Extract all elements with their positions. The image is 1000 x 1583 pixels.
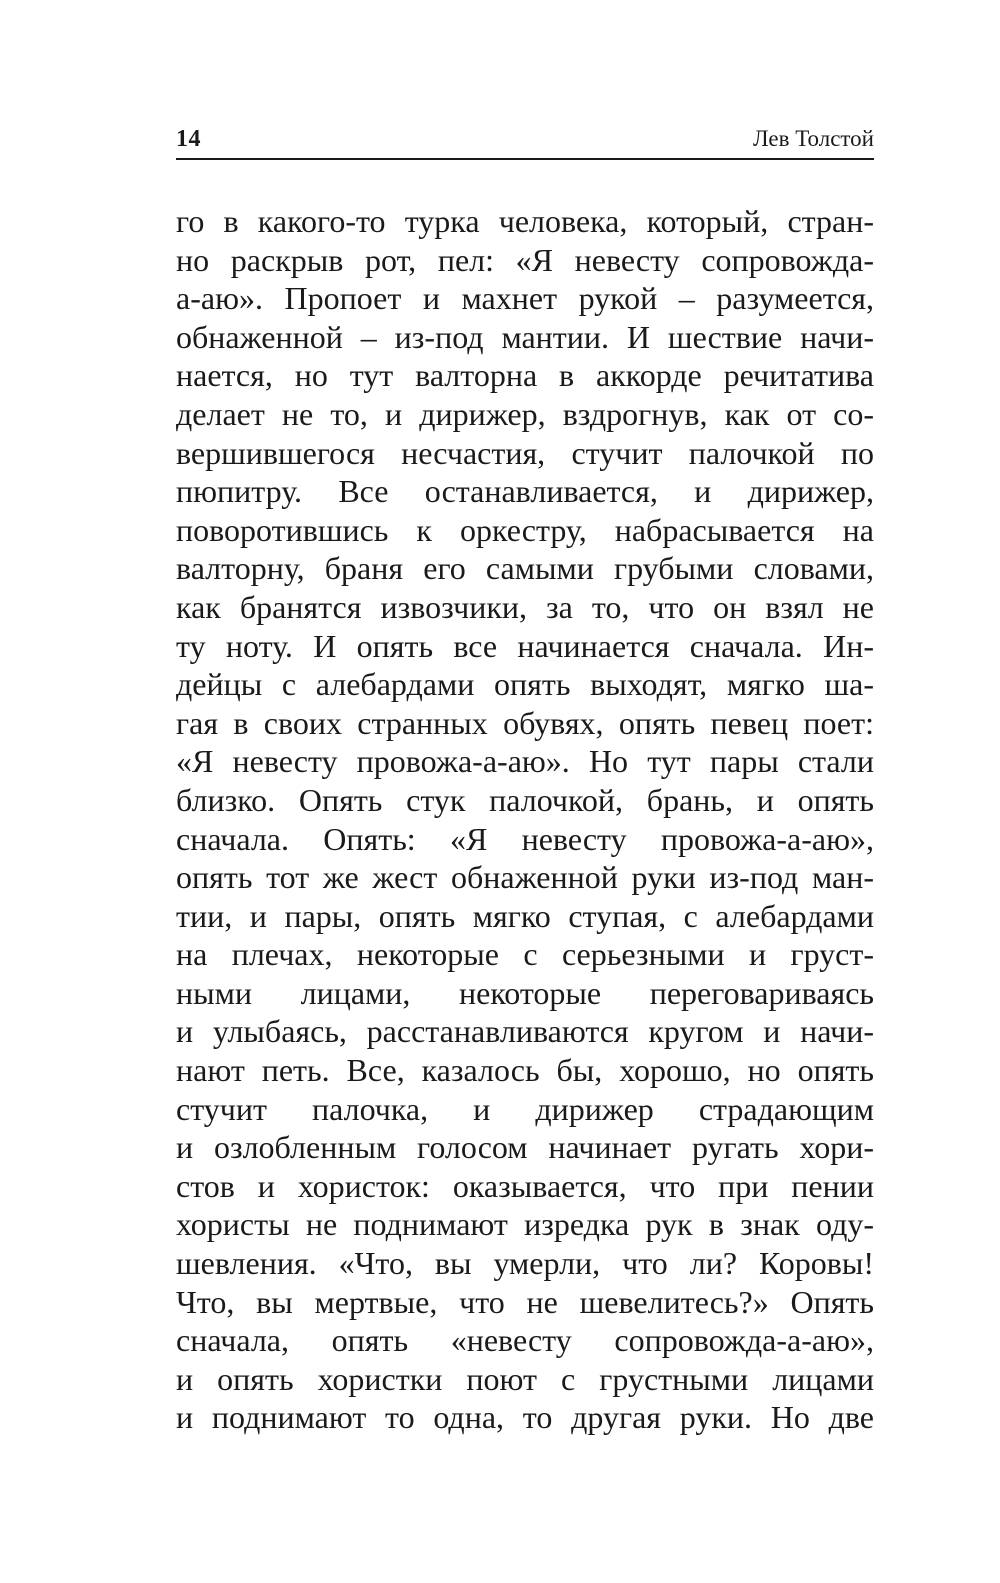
text-line: поворотившись к оркестру, набрасывается на (176, 511, 874, 548)
text-line: сначала. Опять: «Я невесту провожа-а-аю», (176, 820, 874, 857)
text-line: и улыбаясь, расстанавливаются кругом и начи- (176, 1013, 874, 1050)
text-line: хористы не поднимают изредка рук в знак оду- (176, 1206, 874, 1243)
running-head (176, 122, 874, 160)
book-page (176, 0, 874, 1583)
text-line: близко. Опять стук палочкой, брань, и опять (176, 781, 874, 818)
text-line: делает не то, и дирижер, вздрогнув, как от со- (176, 395, 874, 432)
body-text (176, 202, 874, 1437)
text-line: дейцы с алебардами опять выходят, мягко ша- (176, 666, 874, 703)
running-head-author: Лев Толстой (752, 126, 874, 151)
text-line: ту ноту. И опять все начинается сначала. Ин- (176, 627, 874, 664)
text-line: вершившегося несчастия, стучит палочкой по (176, 434, 874, 471)
text-line: ными лицами, некоторые переговариваясь (176, 974, 874, 1011)
text-line: стов и хористок: оказывается, что при пении (176, 1167, 874, 1204)
text-line: опять тот же жест обнаженной руки из-под ман- (176, 859, 874, 896)
text-line: на плечах, некоторые с серьезными и груст- (176, 936, 874, 973)
text-line: как бранятся извозчики, за то, что он взял не (176, 588, 874, 625)
text-line: пюпитру. Все останавливается, и дирижер, (176, 473, 874, 510)
text-line: но раскрыв рот, пел: «Я невесту сопровожда- (176, 241, 874, 278)
text-line: и поднимают то одна, то другая руки. Но две (176, 1399, 874, 1436)
text-line: валторну, браня его самыми грубыми словами, (176, 550, 874, 587)
text-line: нают петь. Все, казалось бы, хорошо, но опять (176, 1052, 874, 1089)
text-line: и озлобленным голосом начинает ругать хори- (176, 1129, 874, 1166)
text-line: нается, но тут валторна в аккорде речитатива (176, 357, 874, 394)
text-line: Что, вы мертвые, что не шевелитесь?» Опять (176, 1283, 874, 1320)
text-line: и опять хористки поют с грустными лицами (176, 1360, 874, 1397)
text-line: тии, и пары, опять мягко ступая, с алебардами (176, 897, 874, 934)
text-line: сначала, опять «невесту сопровожда-а-аю», (176, 1322, 874, 1359)
text-line: шевления. «Что, вы умерли, что ли? Коровы! (176, 1245, 874, 1282)
text-line: а-аю». Пропоет и махнет рукой – разумеется, (176, 280, 874, 317)
text-line: гая в своих странных обувях, опять певец поет: (176, 704, 874, 741)
page-number: 14 (176, 126, 201, 152)
text-line: «Я невесту провожа-а-аю». Но тут пары стали (176, 743, 874, 780)
text-line: стучит палочка, и дирижер страдающим (176, 1090, 874, 1127)
text-line: го в какого-то турка человека, который, стран- (176, 203, 874, 239)
text-line: обнаженной – из-под мантии. И шествие начи- (176, 318, 874, 355)
